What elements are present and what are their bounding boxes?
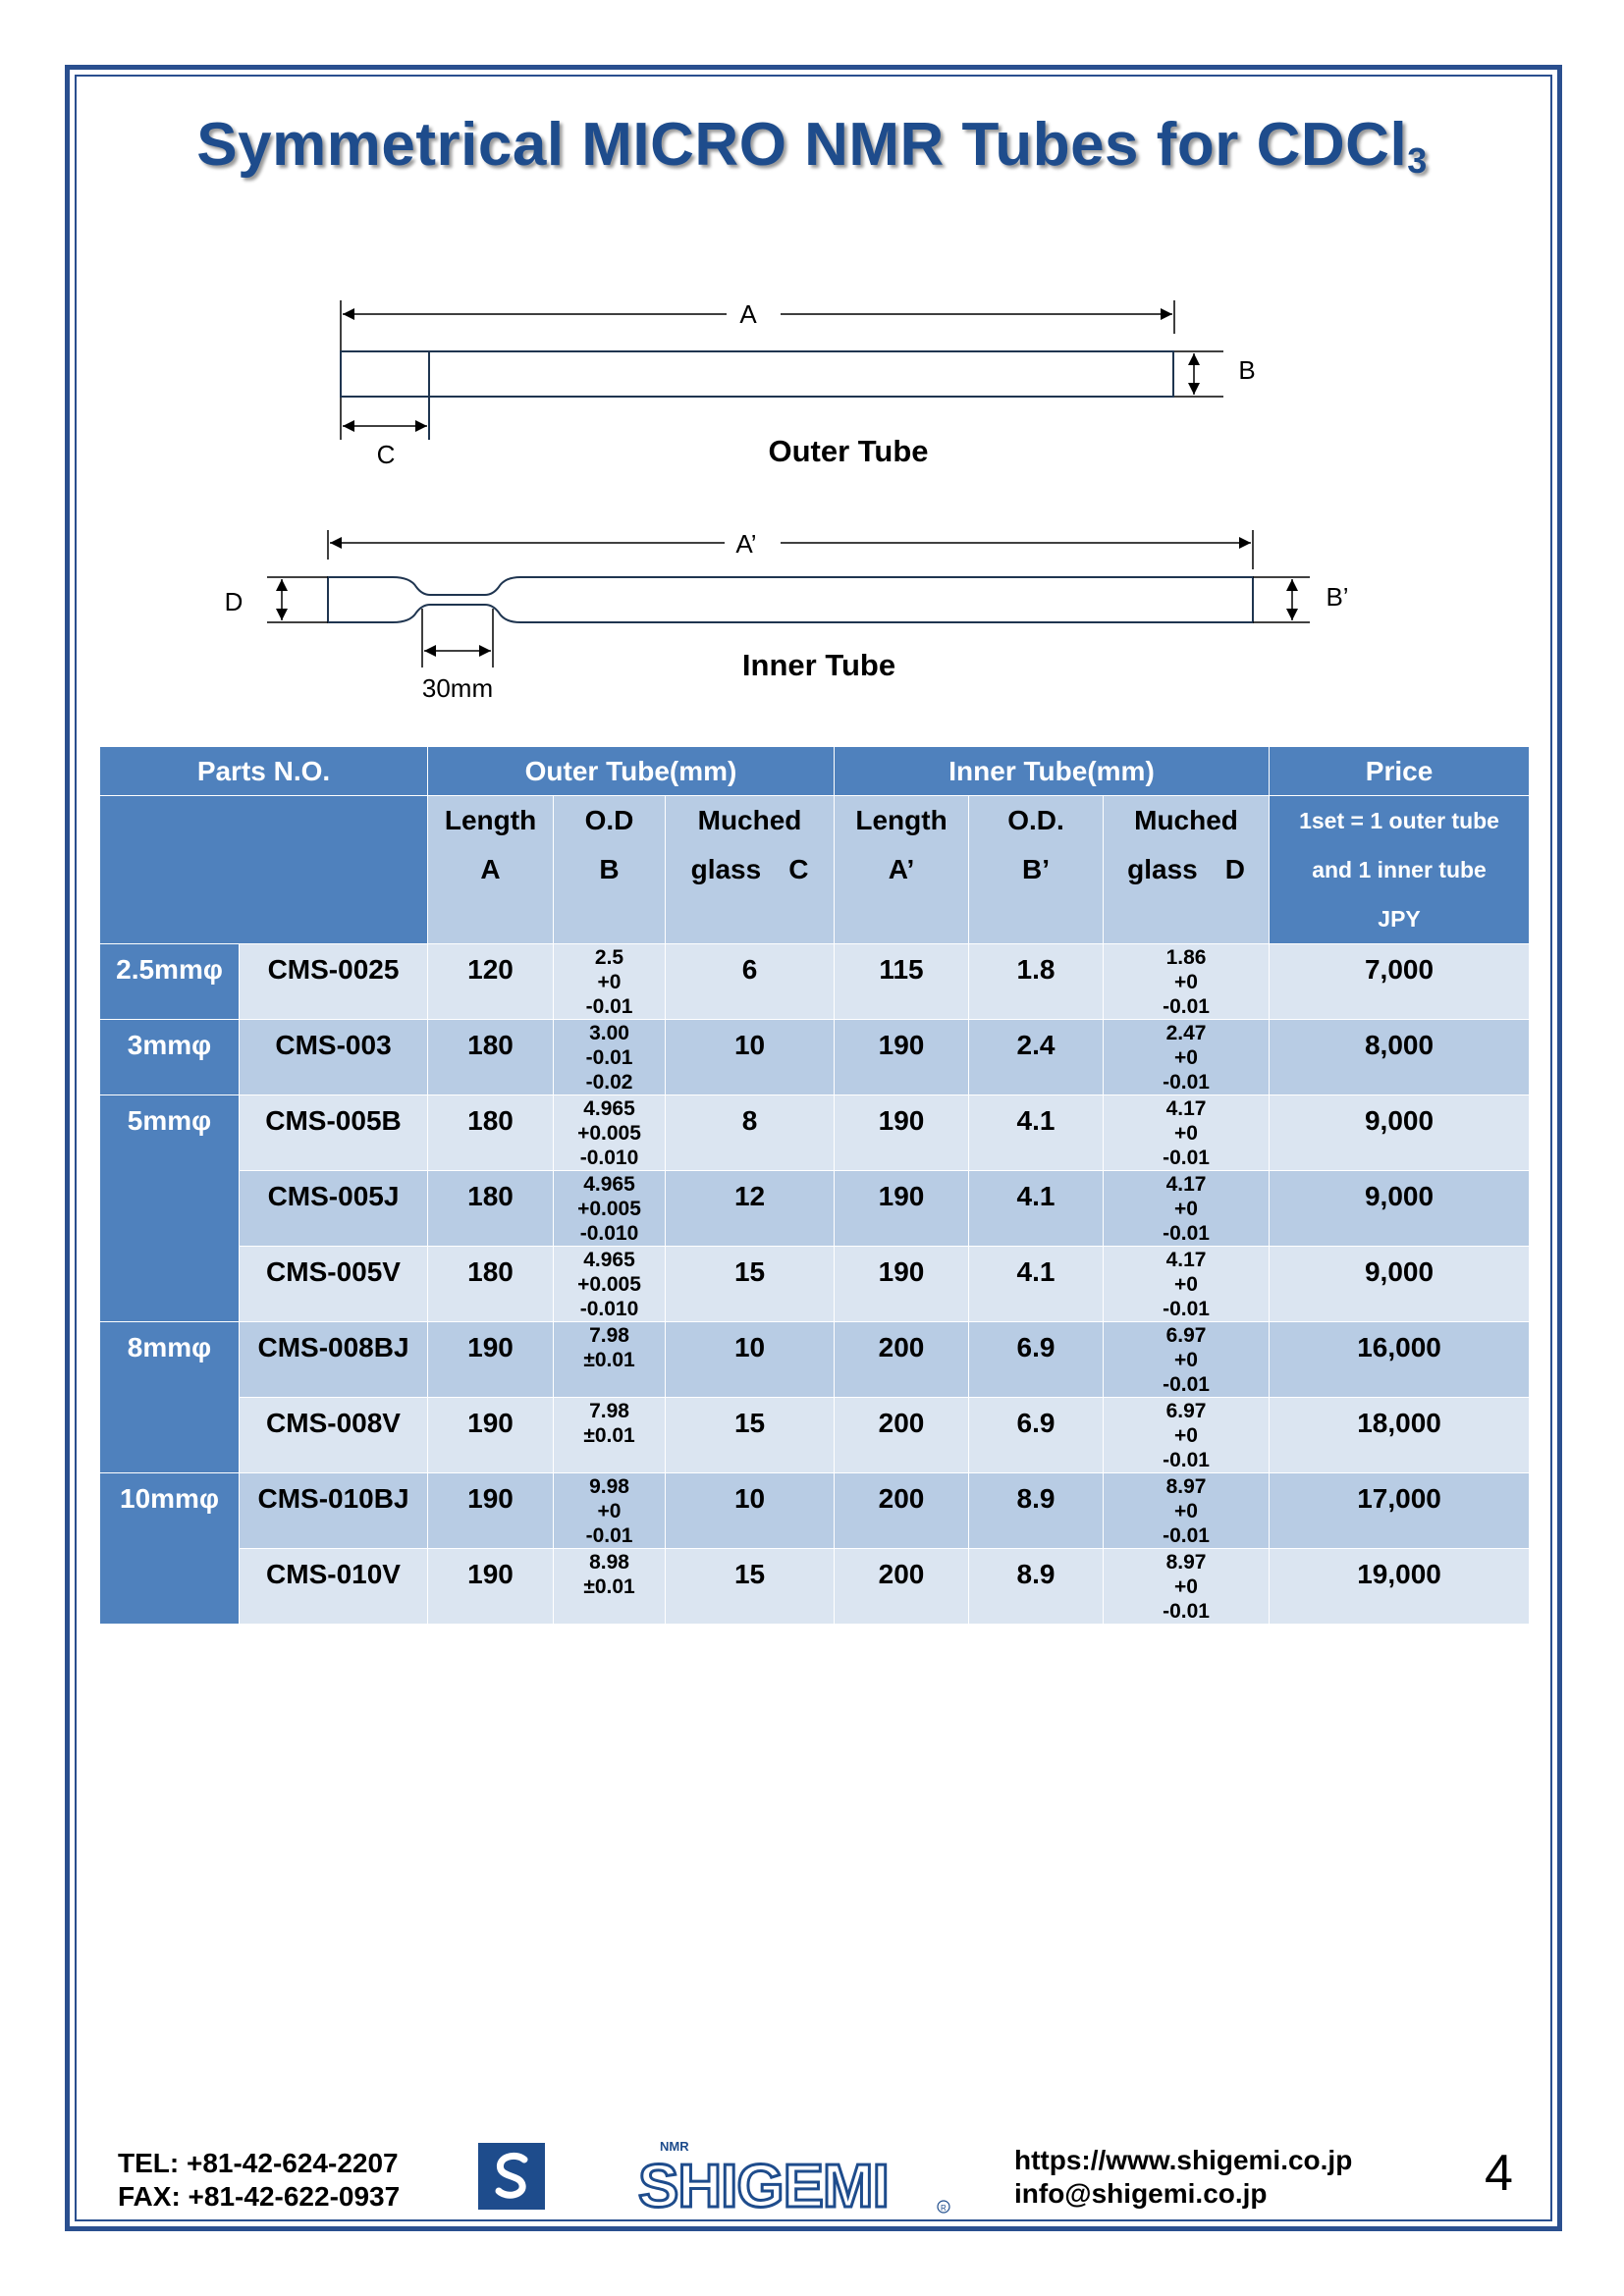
outer-length-cell: 190 xyxy=(428,1549,554,1625)
outer-od-cell xyxy=(554,1473,666,1549)
inner-glass-cell-line: +0 xyxy=(1174,1424,1198,1447)
part-number-cell: CMS-008BJ xyxy=(240,1322,428,1398)
page-number: 4 xyxy=(1485,2145,1513,2202)
footer-url[interactable]: https://www.shigemi.co.jp xyxy=(1014,2145,1353,2175)
footer-email[interactable]: info@shigemi.co.jp xyxy=(1014,2178,1268,2209)
inner-od-cell: 6.9 xyxy=(969,1322,1104,1398)
table-row xyxy=(100,1095,1530,1171)
inner-glass-cell-line: 4.17 xyxy=(1165,1249,1207,1271)
header-inner-length xyxy=(835,796,969,944)
header-parts: Parts N.O. xyxy=(100,747,428,796)
outer-label-b: B xyxy=(1238,355,1256,385)
inner-glass-cell-line: +0 xyxy=(1174,971,1198,993)
part-number-cell: CMS-010BJ xyxy=(240,1473,428,1549)
outer-od-cell-line: 3.00 xyxy=(589,1022,629,1044)
outer-length-cell: 120 xyxy=(428,944,554,1020)
outer-od-cell xyxy=(554,1095,666,1171)
part-number-cell: CMS-008V xyxy=(240,1398,428,1473)
inner-length-cell: 200 xyxy=(835,1549,969,1625)
outer-od-cell-line: ±0.01 xyxy=(583,1349,635,1371)
outer-od-cell-line: 4.965 xyxy=(583,1249,635,1271)
inner-glass-cell-line: -0.01 xyxy=(1163,1222,1210,1245)
header-inner-od-l1: O.D. xyxy=(1007,805,1064,835)
outer-od-cell-line: 4.965 xyxy=(583,1173,635,1196)
header-outer-length xyxy=(428,796,554,944)
price-cell: 17,000 xyxy=(1270,1473,1530,1549)
outer-od-cell-line: ±0.01 xyxy=(583,1424,635,1447)
price-cell: 9,000 xyxy=(1270,1171,1530,1247)
table-row xyxy=(100,1398,1530,1473)
outer-glass-cell: 10 xyxy=(666,1020,835,1095)
inner-length-cell: 115 xyxy=(835,944,969,1020)
inner-od-cell: 4.1 xyxy=(969,1247,1104,1322)
header-outer: Outer Tube(mm) xyxy=(428,747,835,796)
table-row xyxy=(100,1247,1530,1322)
inner-length-cell: 200 xyxy=(835,1398,969,1473)
outer-od-cell-line: +0.005 xyxy=(577,1273,641,1296)
price-cell: 16,000 xyxy=(1270,1322,1530,1398)
inner-glass-cell-line: -0.01 xyxy=(1163,1147,1210,1169)
outer-od-cell-line: 7.98 xyxy=(589,1324,629,1347)
inner-glass-cell-line: 4.17 xyxy=(1165,1097,1207,1120)
outer-tube-name: Outer Tube xyxy=(768,434,929,468)
outer-glass-cell: 12 xyxy=(666,1171,835,1247)
inner-label-a: A’ xyxy=(735,529,757,559)
outer-od-cell-line: 9.98 xyxy=(589,1475,629,1498)
inner-length-cell: 190 xyxy=(835,1020,969,1095)
outer-length-cell: 190 xyxy=(428,1473,554,1549)
footer-contact xyxy=(118,2147,400,2214)
outer-od-cell-line: +0.005 xyxy=(577,1198,641,1220)
inner-glass-cell xyxy=(1104,1549,1270,1625)
inner-glass-cell xyxy=(1104,1247,1270,1322)
outer-length-cell: 180 xyxy=(428,1171,554,1247)
price-cell: 7,000 xyxy=(1270,944,1530,1020)
outer-glass-cell: 8 xyxy=(666,1095,835,1171)
header-outer-od-l1: O.D xyxy=(584,805,634,835)
title-subscript: 3 xyxy=(1407,140,1428,181)
table-row xyxy=(100,1549,1530,1625)
table-row xyxy=(100,1171,1530,1247)
size-group-cell: 8mmφ xyxy=(100,1322,240,1473)
inner-glass-cell xyxy=(1104,1095,1270,1171)
outer-od-cell-line: +0 xyxy=(597,1500,622,1522)
size-group-cell: 5mmφ xyxy=(100,1095,240,1322)
header-inner-muched xyxy=(1104,796,1270,944)
page-title xyxy=(0,110,1624,182)
inner-glass-cell-line: -0.01 xyxy=(1163,995,1210,1018)
price-cell: 9,000 xyxy=(1270,1247,1530,1322)
inner-od-cell: 4.1 xyxy=(969,1095,1104,1171)
inner-glass-cell-line: 2.47 xyxy=(1165,1022,1207,1044)
header-inner-muched-l1: Muched xyxy=(1134,805,1238,835)
inner-length-cell: 190 xyxy=(835,1095,969,1171)
inner-length-cell: 190 xyxy=(835,1247,969,1322)
inner-length-cell: 200 xyxy=(835,1473,969,1549)
title-main: Symmetrical MICRO NMR Tubes for CDCl xyxy=(196,111,1408,179)
outer-length-cell: 180 xyxy=(428,1095,554,1171)
outer-od-cell xyxy=(554,1020,666,1095)
header-price-note-l2: and 1 inner tube xyxy=(1312,857,1487,882)
outer-od-cell-line: 8.98 xyxy=(589,1551,629,1574)
outer-od-cell xyxy=(554,944,666,1020)
size-group-cell: 10mmφ xyxy=(100,1473,240,1625)
part-number-cell: CMS-005V xyxy=(240,1247,428,1322)
inner-glass-cell-line: +0 xyxy=(1174,1198,1198,1220)
inner-glass-cell-line: 1.86 xyxy=(1165,946,1207,969)
header-price-note-l1: 1set = 1 outer tube xyxy=(1299,808,1499,833)
outer-tube-diagram xyxy=(341,299,1256,469)
inner-glass-cell-line: +0 xyxy=(1174,1273,1198,1296)
inner-od-cell: 6.9 xyxy=(969,1398,1104,1473)
spec-table xyxy=(99,746,1530,1625)
outer-glass-cell: 10 xyxy=(666,1322,835,1398)
outer-od-cell-line: +0.005 xyxy=(577,1122,641,1145)
table-row xyxy=(100,944,1530,1020)
inner-glass-cell xyxy=(1104,1020,1270,1095)
inner-od-cell: 4.1 xyxy=(969,1171,1104,1247)
header-outer-muched xyxy=(666,796,835,944)
header-price-note-l3: JPY xyxy=(1378,906,1421,932)
outer-label-a: A xyxy=(739,299,757,329)
outer-od-cell-line: -0.02 xyxy=(585,1071,633,1094)
inner-length-cell: 200 xyxy=(835,1322,969,1398)
inner-od-cell: 8.9 xyxy=(969,1473,1104,1549)
inner-glass-cell-line: +0 xyxy=(1174,1122,1198,1145)
inner-glass-cell-line: -0.01 xyxy=(1163,1373,1210,1396)
outer-glass-cell: 15 xyxy=(666,1247,835,1322)
outer-glass-cell: 15 xyxy=(666,1549,835,1625)
outer-od-cell xyxy=(554,1549,666,1625)
outer-label-c: C xyxy=(376,440,396,469)
inner-glass-cell-line: 8.97 xyxy=(1165,1551,1207,1574)
inner-glass-cell xyxy=(1104,1322,1270,1398)
outer-od-cell-line: -0.01 xyxy=(585,995,633,1018)
outer-od-cell-line: -0.01 xyxy=(585,1524,633,1547)
inner-label-d: D xyxy=(224,587,244,616)
inner-glass-cell-line: +0 xyxy=(1174,1046,1198,1069)
inner-glass-cell-line: +0 xyxy=(1174,1349,1198,1371)
outer-od-cell xyxy=(554,1322,666,1398)
part-number-cell: CMS-005J xyxy=(240,1171,428,1247)
footer-fax: FAX: +81-42-622-0937 xyxy=(118,2181,401,2212)
footer-web xyxy=(1014,2144,1352,2211)
header-inner-od-l2: B’ xyxy=(1022,854,1051,884)
inner-od-cell: 8.9 xyxy=(969,1549,1104,1625)
header-inner-muched-l2: glass D xyxy=(1127,854,1245,884)
inner-od-cell: 2.4 xyxy=(969,1020,1104,1095)
inner-od-cell: 1.8 xyxy=(969,944,1104,1020)
inner-glass-cell xyxy=(1104,1473,1270,1549)
table-row xyxy=(100,1322,1530,1398)
footer-tel: TEL: +81-42-624-2207 xyxy=(118,2148,399,2178)
header-outer-length-l1: Length xyxy=(444,805,537,835)
header-outer-length-l2: A xyxy=(480,854,501,884)
inner-tube-name: Inner Tube xyxy=(741,648,896,682)
part-number-cell: CMS-0025 xyxy=(240,944,428,1020)
outer-od-cell-line: -0.01 xyxy=(585,1046,633,1069)
inner-glass-cell-line: 6.97 xyxy=(1165,1324,1207,1347)
outer-length-cell: 190 xyxy=(428,1322,554,1398)
header-inner-od xyxy=(969,796,1104,944)
shigemi-wordmark xyxy=(636,2136,960,2218)
table-row xyxy=(100,1473,1530,1549)
price-cell: 19,000 xyxy=(1270,1549,1530,1625)
header-outer-od xyxy=(554,796,666,944)
inner-glass-cell-line: +0 xyxy=(1174,1500,1198,1522)
outer-od-cell-line: 4.965 xyxy=(583,1097,635,1120)
inner-label-30mm: 30mm xyxy=(421,673,494,703)
price-cell: 9,000 xyxy=(1270,1095,1530,1171)
inner-glass-cell xyxy=(1104,944,1270,1020)
inner-glass-cell-line: -0.01 xyxy=(1163,1071,1210,1094)
outer-od-cell-line: -0.010 xyxy=(579,1147,639,1169)
outer-od-cell-line: 2.5 xyxy=(594,946,624,969)
header-inner: Inner Tube(mm) xyxy=(835,747,1270,796)
table-body xyxy=(100,944,1530,1625)
header-inner-length-l1: Length xyxy=(855,805,947,835)
outer-length-cell: 180 xyxy=(428,1247,554,1322)
part-number-cell: CMS-010V xyxy=(240,1549,428,1625)
inner-glass-cell-line: 4.17 xyxy=(1165,1173,1207,1196)
header-outer-muched-l2: glass C xyxy=(690,854,809,884)
header-price: Price xyxy=(1270,747,1530,796)
inner-glass-cell xyxy=(1104,1171,1270,1247)
outer-od-cell-line: -0.010 xyxy=(579,1298,639,1320)
inner-tube-diagram xyxy=(225,529,1349,703)
wordmark-shigemi: SHIGEMI xyxy=(638,2153,889,2218)
outer-od-cell-line: +0 xyxy=(597,971,622,993)
shigemi-logo-icon xyxy=(477,2142,546,2211)
size-group-cell: 2.5mmφ xyxy=(100,944,240,1020)
outer-glass-cell: 6 xyxy=(666,944,835,1020)
inner-glass-cell-line: -0.01 xyxy=(1163,1524,1210,1547)
outer-length-cell: 190 xyxy=(428,1398,554,1473)
tube-diagram xyxy=(0,275,1624,717)
inner-glass-cell-line: 8.97 xyxy=(1165,1475,1207,1498)
inner-glass-cell xyxy=(1104,1398,1270,1473)
header-outer-muched-l1: Muched xyxy=(697,805,802,835)
outer-od-cell xyxy=(554,1247,666,1322)
outer-od-cell-line: 7.98 xyxy=(589,1400,629,1422)
outer-glass-cell: 10 xyxy=(666,1473,835,1549)
size-group-cell: 3mmφ xyxy=(100,1020,240,1095)
inner-glass-cell-line: -0.01 xyxy=(1163,1600,1210,1623)
inner-glass-cell-line: -0.01 xyxy=(1163,1449,1210,1471)
outer-od-cell xyxy=(554,1171,666,1247)
table-row xyxy=(100,1020,1530,1095)
inner-label-b: B’ xyxy=(1326,582,1349,612)
header-inner-length-l2: A’ xyxy=(888,854,915,884)
price-cell: 8,000 xyxy=(1270,1020,1530,1095)
price-cell: 18,000 xyxy=(1270,1398,1530,1473)
header-price-note xyxy=(1270,796,1530,944)
outer-od-cell xyxy=(554,1398,666,1473)
svg-text:R: R xyxy=(941,2204,947,2213)
part-number-cell: CMS-005B xyxy=(240,1095,428,1171)
outer-length-cell: 180 xyxy=(428,1020,554,1095)
wordmark-nmr: NMR xyxy=(660,2139,689,2154)
inner-glass-cell-line: +0 xyxy=(1174,1575,1198,1598)
outer-glass-cell: 15 xyxy=(666,1398,835,1473)
header-parts-blank xyxy=(100,796,428,944)
part-number-cell: CMS-003 xyxy=(240,1020,428,1095)
inner-glass-cell-line: 6.97 xyxy=(1165,1400,1207,1422)
inner-glass-cell-line: -0.01 xyxy=(1163,1298,1210,1320)
outer-od-cell-line: ±0.01 xyxy=(583,1575,635,1598)
header-outer-od-l2: B xyxy=(599,854,620,884)
inner-length-cell: 190 xyxy=(835,1171,969,1247)
outer-od-cell-line: -0.010 xyxy=(579,1222,639,1245)
